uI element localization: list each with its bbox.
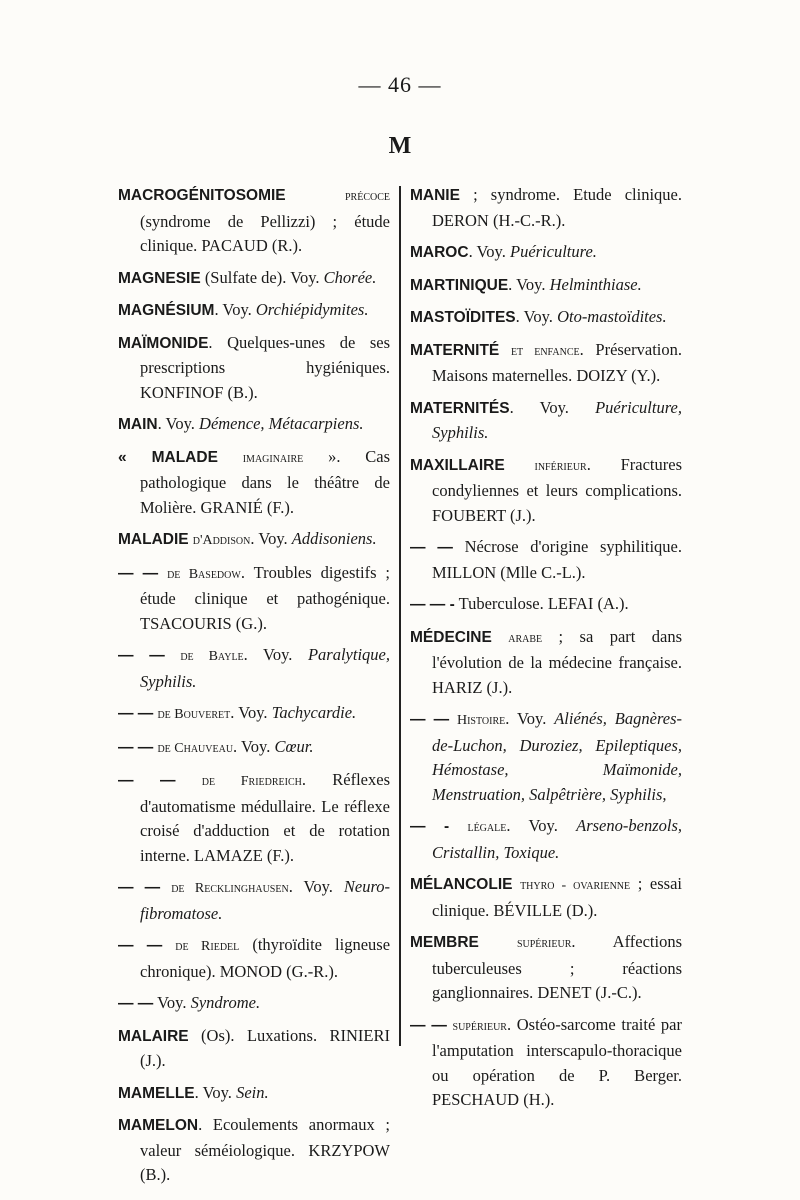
entry-reference: Neuro-fibromatose. [140, 877, 391, 923]
entry-headword: MAROC [410, 244, 469, 261]
entry-headword: — - [410, 818, 450, 835]
entry-reference: Orchiépidymites. [255, 300, 369, 319]
entry-reference: Helminthiase. [549, 274, 642, 294]
entry-reference: Puériculture. [509, 242, 597, 261]
entry-qualifier: supérieur [516, 936, 572, 951]
entry-text: Tuberculose. LEFAI (A.). [454, 594, 629, 613]
entry-text: . Voy. [509, 397, 596, 417]
entry-headword: — — [118, 738, 154, 756]
entry-reference: Sein. [236, 1082, 269, 1102]
entry-qualifier: imaginaire [242, 450, 304, 466]
entry-qualifier: Histoire [456, 713, 506, 728]
entry-qualifier: de Basedow [167, 566, 241, 582]
entry-headword: — — [118, 564, 159, 582]
entry-qualifier: précoce [344, 189, 390, 204]
index-entry [118, 412, 390, 438]
entry-qualifier: et enfance [510, 343, 580, 359]
entry-headword: — — [118, 705, 154, 722]
index-entry [410, 814, 682, 865]
entry-reference: Arseno-benzols, Cristallin, Toxique. [432, 816, 683, 862]
index-entry [410, 453, 682, 529]
index-entry [118, 298, 390, 324]
index-entry [410, 183, 682, 233]
entry-qualifier: supérieur [452, 1018, 507, 1034]
entry-qualifier: de Recklinghausen [171, 881, 289, 896]
index-entry [118, 991, 390, 1017]
entry-text: ; syndrome. Etude clinique. DERON (H.-C.-R.). [432, 185, 682, 230]
entry-headword: — — [410, 1016, 447, 1034]
entry-headword: MALAIRE [118, 1027, 189, 1045]
index-entry [118, 643, 390, 694]
entry-text: . Voy. [230, 703, 272, 722]
entry-qualifier: de Friedreich [201, 774, 302, 789]
entry-text: . Voy. [194, 1082, 237, 1102]
entry-text: Nécrose d'origine syphilitique. MILLON (Mlle C.-L.). [432, 537, 682, 582]
entry-headword: MANIE [410, 187, 460, 204]
index-entry [118, 701, 390, 728]
index-entry [410, 240, 682, 266]
index-entry [410, 535, 682, 585]
entry-text: (syndrome de Pellizzi) ; étude clinique. PACAUD (R.). [140, 211, 390, 255]
entry-text: . Réflexes d'automatisme médullaire. Le réflexe croisé d'adduction et de rotation interne. LAMAZE (F.). [140, 770, 390, 865]
entry-text: Voy. [153, 993, 191, 1012]
entry-headword: MAMELLE [118, 1084, 195, 1102]
entry-text: (Sulfate de). Voy. [200, 267, 324, 287]
index-entry [118, 1113, 390, 1188]
entry-headword: MAXILLAIRE [410, 456, 505, 474]
section-letter: M [388, 133, 412, 159]
entry-text: . Voy. [214, 300, 256, 319]
entry-headword: — — [118, 772, 176, 789]
entry-headword: MARTINIQUE [410, 276, 509, 294]
index-entry [118, 331, 390, 406]
entry-reference: Chorée. [323, 267, 377, 287]
entry-text: ; essai clinique. BÉVILLE (D.). [432, 874, 682, 920]
index-entry [410, 592, 682, 618]
left-column [118, 183, 390, 1195]
index-entry [118, 561, 390, 637]
entry-text: . Voy. [505, 709, 555, 728]
index-entry [410, 1013, 682, 1113]
entry-headword: MÉDECINE [410, 628, 492, 646]
index-entry [118, 1024, 390, 1074]
entry-text: . Troubles digestifs ; étude clinique et pathogénique. TSACOURIS (G.). [140, 562, 390, 633]
entry-text: . Affections tuberculeuses ; réactions ganglionnaires. DENET (J.-C.). [432, 932, 682, 1002]
index-entry [118, 445, 390, 521]
entry-reference: Paralytique, Syphilis. [140, 645, 390, 691]
column-divider [399, 186, 401, 1046]
entry-headword: MATERNITÉ [410, 341, 500, 359]
index-entry [410, 273, 682, 299]
entry-qualifier: thyro - ovarienne [520, 878, 631, 893]
entry-reference: Oto-mastoïdites. [557, 307, 667, 326]
index-entry [118, 735, 390, 762]
entry-headword: MAGNESIE [118, 269, 201, 287]
entry-qualifier: arabe [508, 630, 543, 646]
index-entry [410, 305, 682, 331]
entry-text: (thyroïdite ligneuse chronique). MONOD (G.-R.). [140, 935, 391, 981]
entry-headword: « MALADE [118, 448, 218, 466]
entry-text: . Voy. [506, 816, 577, 835]
entry-headword: — — [410, 539, 453, 556]
entry-text: . Voy. [250, 529, 292, 548]
entry-text: ». Cas pathologique dans le théâtre de Molière. GRANIÉ (F.). [140, 446, 390, 517]
entry-text: . Quelques-unes de ses prescriptions hygiéniques. KONFINOF (B.). [140, 332, 390, 402]
index-entry [410, 625, 682, 701]
entry-headword: MAMELON [118, 1117, 199, 1134]
entry-headword: MAIN [118, 416, 158, 433]
entry-qualifier: de Bouveret [157, 707, 231, 722]
entry-headword: MASTOÏDITES [410, 309, 516, 326]
entry-reference: Syndrome. [190, 993, 261, 1012]
entry-text: . Ecoulements anormaux ; valeur séméiologique. KRZYPOW (B.). [140, 1115, 390, 1184]
index-entry [410, 707, 682, 807]
entry-reference: Cœur. [274, 736, 314, 756]
entry-headword: MAGNÉSIUM [118, 302, 215, 319]
entry-qualifier: de Riedel [175, 939, 240, 954]
page-number: — 46 — [358, 72, 442, 97]
entry-headword: MACROGÉNITOSOMIE [118, 187, 286, 204]
entry-headword: MALADIE [118, 531, 189, 548]
entry-text: . Fractures condyliennes et leurs complications. FOUBERT (J.). [432, 454, 682, 525]
entry-reference: Addisoniens. [291, 529, 377, 548]
index-entry [118, 527, 390, 554]
entry-qualifier: de Chauveau [157, 740, 234, 756]
entry-headword: — — [118, 995, 154, 1012]
entry-reference: Tachycardie. [271, 703, 357, 722]
entry-text: . Ostéo-sarcome traité par l'amputation interscapulo-thoracique ou opération de P. Berger. PESCHAUD (H.). [432, 1014, 682, 1109]
index-entry [118, 933, 390, 984]
index-entry [118, 1081, 390, 1107]
entry-headword: MÉLANCOLIE [410, 876, 513, 893]
entry-reference: Aliénés, Bagnères-de-Luchon, Duroziez, Epileptiques, Hémostase, Maïmonide, Menstruation, Salpêtrière, Syphilis, [432, 709, 683, 804]
entry-reference: Démence, Métacarpiens. [199, 414, 364, 433]
right-column [410, 183, 682, 1120]
entry-headword: — — [118, 879, 161, 896]
entry-text: . Préservation. Maisons maternelles. DOIZY (Y.). [432, 339, 682, 385]
entry-headword: MAÏMONIDE [118, 334, 209, 352]
entry-headword: — — [118, 937, 163, 954]
index-entry [410, 930, 682, 1006]
index-entry [118, 875, 390, 926]
index-entry [410, 872, 682, 923]
index-entry [118, 768, 390, 868]
index-entry [118, 266, 390, 292]
entry-text: . Voy. [243, 645, 308, 664]
entry-headword: — — [118, 647, 165, 664]
index-entry [410, 396, 682, 446]
entry-headword: MEMBRE [410, 934, 479, 951]
entry-reference: Puériculture, Syphilis. [432, 397, 682, 442]
entry-text: . Voy. [233, 736, 275, 756]
entry-text: . Voy. [515, 307, 558, 326]
entry-text: . Voy. [157, 414, 200, 433]
entry-text: . Voy. [508, 274, 550, 294]
entry-text: (Os). Luxations. RINIERI (J.). [140, 1025, 390, 1070]
entry-headword: MATERNITÉS [410, 399, 510, 417]
entry-text: ; sa part dans l'évolution de la médecine française. HARIZ (J.). [432, 626, 682, 697]
index-entry [118, 183, 390, 259]
entry-text: . Voy. [288, 877, 344, 896]
index-entry [410, 338, 682, 389]
entry-qualifier: de Bayle [180, 649, 244, 664]
entry-text: . Voy. [468, 242, 510, 261]
entry-headword: — — - [410, 596, 455, 613]
entry-headword: — — [410, 711, 450, 728]
entry-qualifier: d'Addison [192, 533, 251, 548]
entry-qualifier: légale [467, 820, 507, 835]
entry-qualifier: inférieur [534, 458, 587, 474]
